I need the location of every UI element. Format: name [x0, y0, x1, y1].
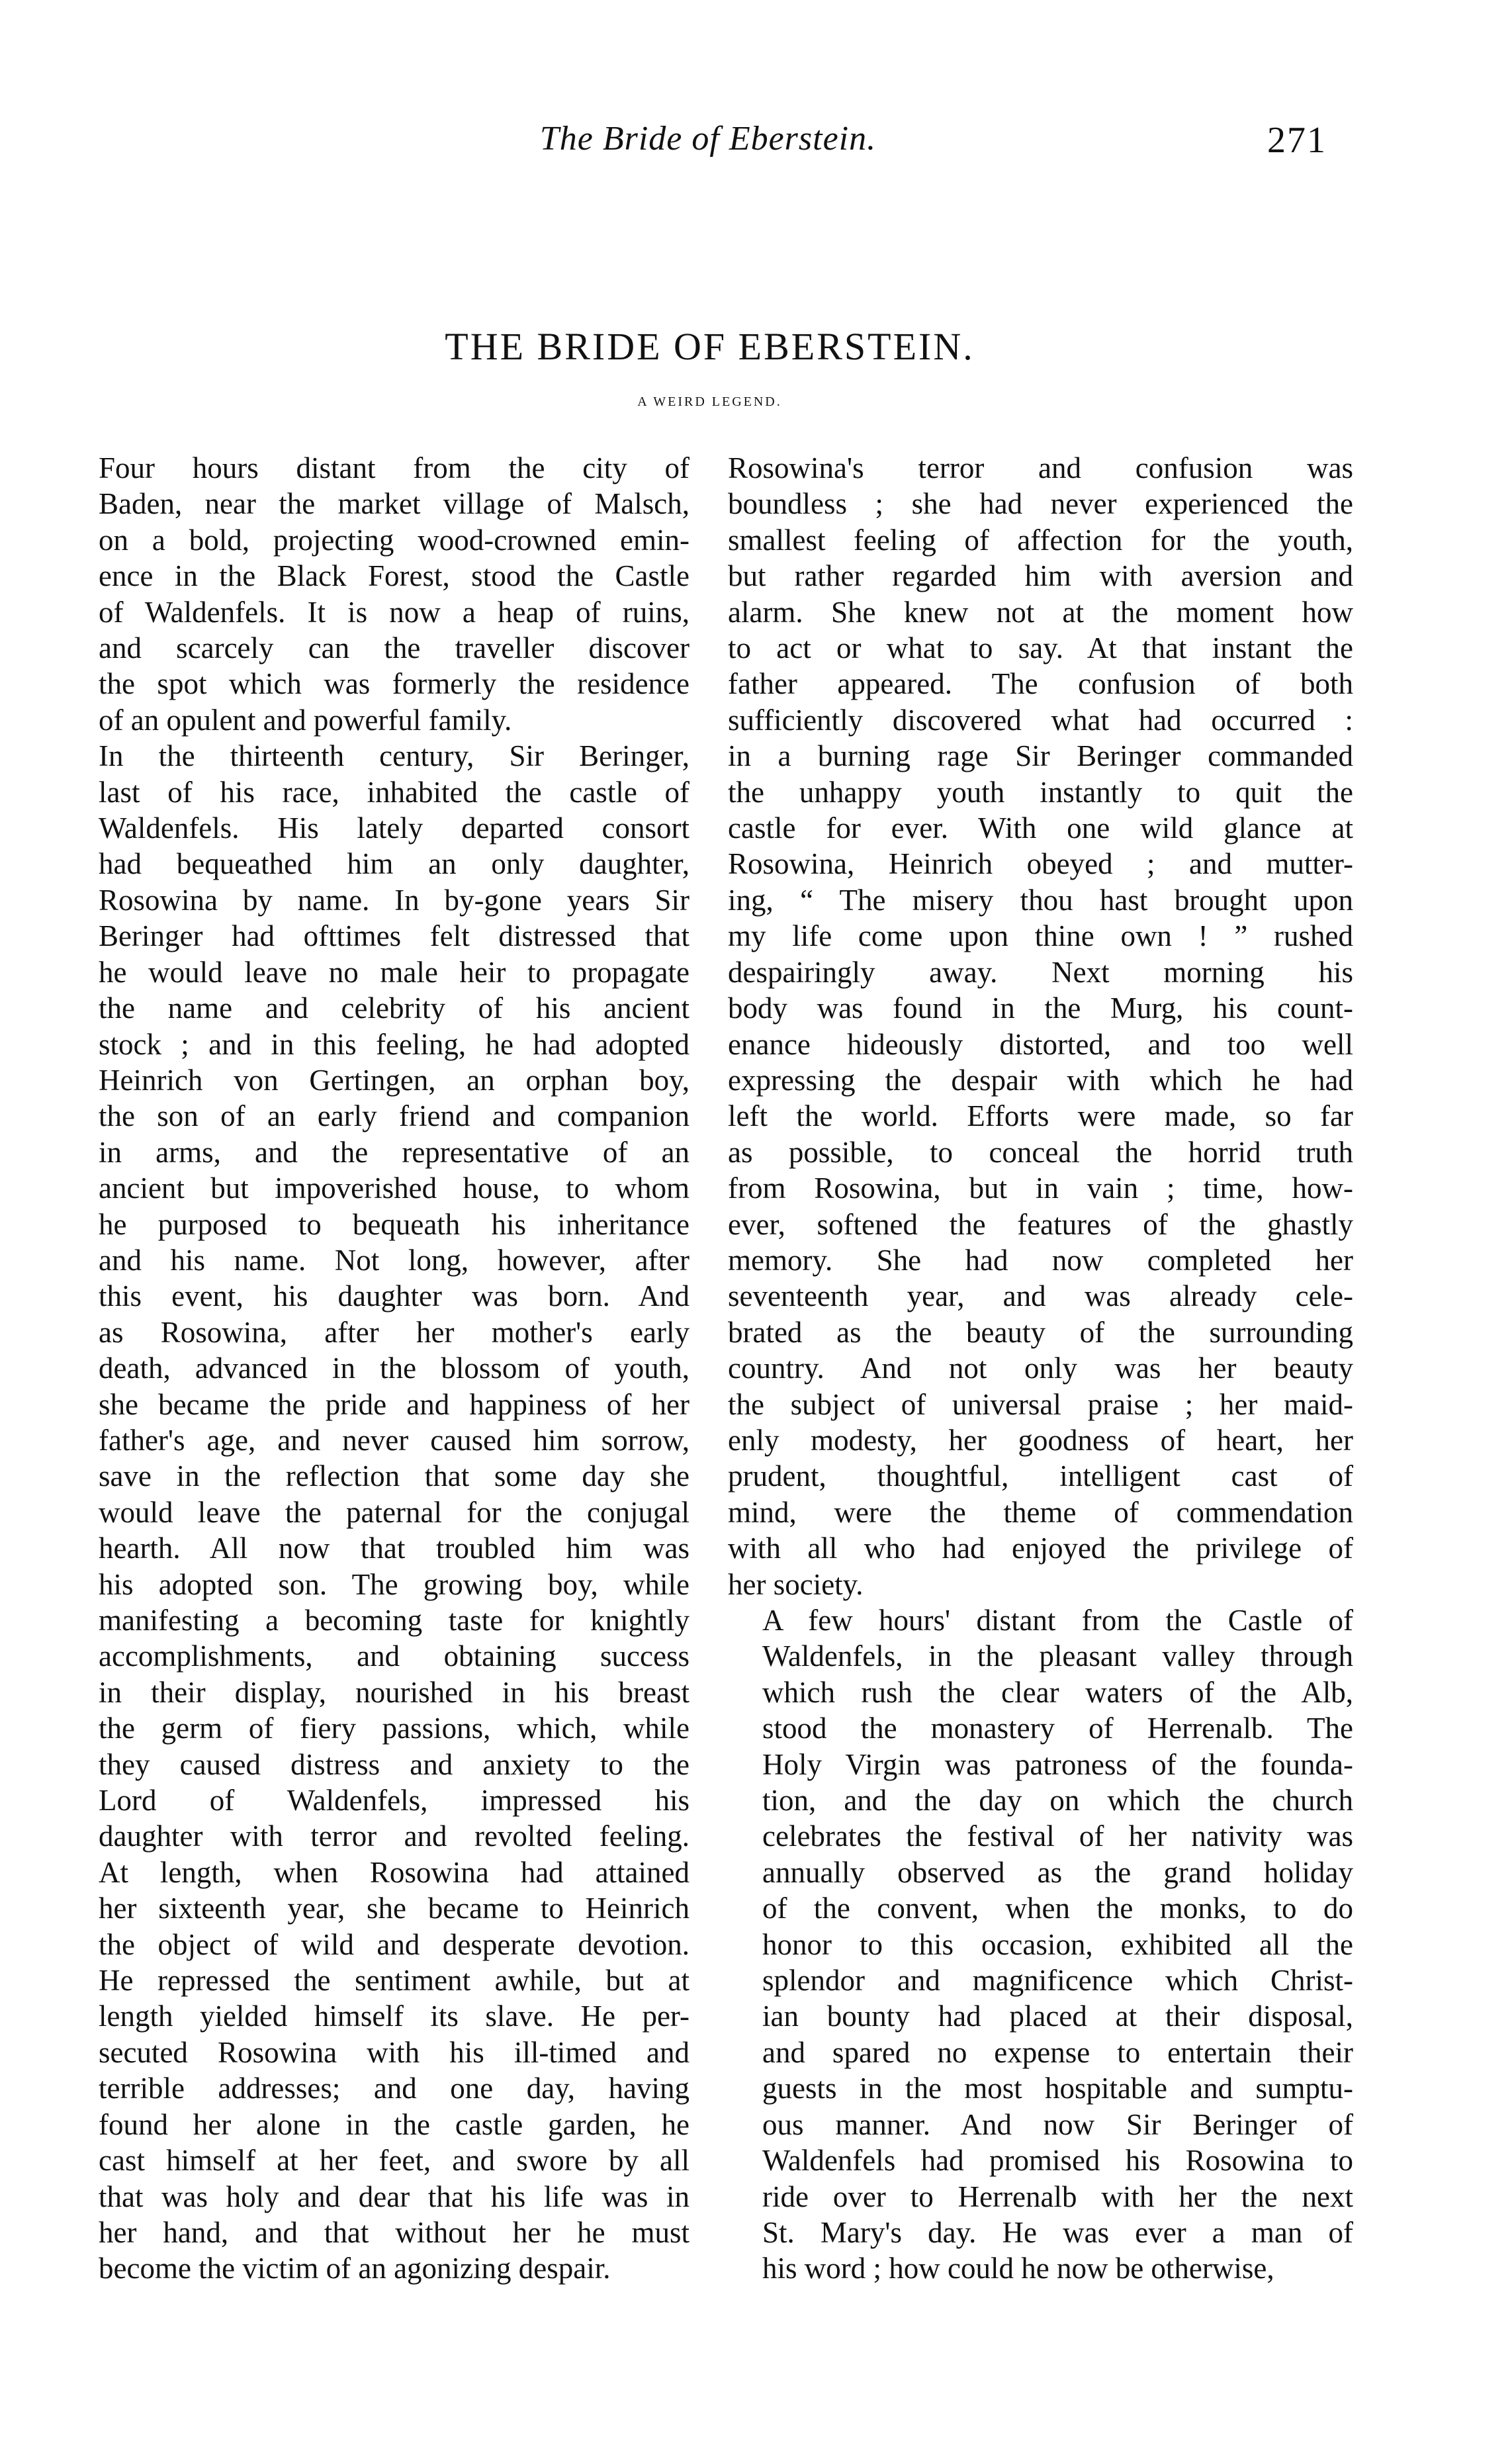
text-line: Beringer had ofttimes felt distressed that [99, 919, 689, 953]
text-line: the unhappy youth instantly to quit the [728, 775, 1353, 809]
text-line: of an opulent and powerful family. [99, 703, 512, 737]
paragraph [64, 738, 689, 2286]
text-line: in their display, nourished in his breast [99, 1675, 689, 1709]
page-number: 271 [1267, 120, 1327, 161]
text-line: last of his race, inhabited the castle of [99, 775, 689, 809]
text-line: accomplishments, and obtaining success [99, 1639, 689, 1673]
left-column [64, 450, 689, 2287]
text-line: become the victim of an agonizing despair. [99, 2252, 611, 2285]
text-line: splendor and magnificence which Christ- [762, 1964, 1353, 1998]
text-line: secuted Rosowina with his ill-timed and [99, 2035, 689, 2069]
paragraph [728, 1602, 1353, 2287]
text-line: and his name. Not long, however, after [99, 1243, 689, 1277]
text-line: save in the reflection that some day she [99, 1459, 689, 1493]
text-line: on a bold, projecting wood-crowned emin- [99, 523, 689, 557]
text-line: in a burning rage Sir Beringer commanded [728, 739, 1353, 773]
running-title: The Bride of Eberstein. [539, 120, 877, 158]
text-line: ing, “ The misery thou hast brought upon [728, 883, 1353, 917]
text-line: had bequeathed him an only daughter, [99, 847, 689, 881]
text-line: Four hours distant from the city of [99, 451, 689, 484]
text-line: Waldenfels had promised his Rosowina to [762, 2144, 1353, 2178]
text-line: Lord of Waldenfels, impressed his [99, 1784, 689, 1818]
text-line: manifesting a becoming taste for knightly [99, 1604, 689, 1637]
text-line: mind, were the theme of commendation [728, 1495, 1353, 1529]
text-line: would leave the paternal for the conjugal [99, 1495, 689, 1529]
text-line: and spared no expense to entertain their [762, 2035, 1353, 2069]
text-line: In the thirteenth century, Sir Beringer, [99, 739, 689, 773]
text-line: the son of an early friend and companion [99, 1099, 689, 1133]
text-line: enly modesty, her goodness of heart, her [728, 1423, 1353, 1457]
text-line: despairingly away. Next morning his [728, 955, 1353, 989]
text-line: but rather regarded him with aversion and [728, 559, 1353, 593]
text-line: her hand, and that without her he must [99, 2215, 689, 2249]
text-line: that was holy and dear that his life was in [99, 2180, 689, 2213]
text-line: brated as the beauty of the surrounding [728, 1315, 1353, 1349]
text-line: Baden, near the market village of Malsch, [99, 487, 689, 521]
text-line: He repressed the sentiment awhile, but at [99, 1964, 689, 1998]
text-line: Rosowina, Heinrich obeyed ; and mutter- [728, 847, 1353, 881]
paragraph [64, 450, 689, 738]
text-line: stood the monastery of Herrenalb. The [762, 1712, 1353, 1745]
text-line: alarm. She knew not at the moment how [728, 595, 1353, 629]
text-line: left the world. Efforts were made, so far [728, 1099, 1353, 1133]
text-line: length yielded himself its slave. He per- [99, 2000, 689, 2033]
text-line: found her alone in the castle garden, he [99, 2107, 689, 2141]
text-line: Waldenfels. His lately departed consort [99, 811, 689, 845]
text-line: prudent, thoughtful, intelligent cast of [728, 1459, 1353, 1493]
text-line: his adopted son. The growing boy, while [99, 1567, 689, 1601]
text-line: with all who had enjoyed the privilege of [728, 1532, 1353, 1565]
article-subtitle: A WEIRD LEGEND. [637, 394, 782, 409]
text-line: in arms, and the representative of an [99, 1135, 689, 1169]
right-column [728, 450, 1353, 2287]
text-line: sufficiently discovered what had occurred : [728, 703, 1353, 737]
text-line: Waldenfels, in the pleasant valley through [762, 1639, 1353, 1673]
article-title: THE BRIDE OF EBERSTEIN. [445, 325, 975, 368]
text-line: as possible, to conceal the horrid truth [728, 1135, 1353, 1169]
text-line: Heinrich von Gertingen, an orphan boy, [99, 1063, 689, 1097]
text-line: the germ of fiery passions, which, while [99, 1712, 689, 1745]
text-line: which rush the clear waters of the Alb, [762, 1675, 1353, 1709]
text-line: St. Mary's day. He was ever a man of [762, 2215, 1353, 2249]
text-line: they caused distress and anxiety to the [99, 1747, 689, 1781]
text-line: cast himself at her feet, and swore by all [99, 2144, 689, 2178]
text-line: tion, and the day on which the church [762, 1784, 1353, 1818]
text-line: the name and celebrity of his ancient [99, 991, 689, 1025]
text-line: the subject of universal praise ; her maid- [728, 1387, 1353, 1421]
text-line: the spot which was formerly the residence [99, 667, 689, 701]
text-line: enance hideously distorted, and too well [728, 1027, 1353, 1061]
text-line: and scarcely can the traveller discover [99, 631, 689, 665]
text-line: smallest feeling of affection for the youth, [728, 523, 1353, 557]
text-line: my life come upon thine own ! ” rushed [728, 919, 1353, 953]
text-line: she became the pride and happiness of her [99, 1387, 689, 1421]
text-line: Rosowina's terror and confusion was [728, 451, 1353, 484]
text-line: honor to this occasion, exhibited all the [762, 1927, 1353, 1961]
paragraph [728, 450, 1353, 1602]
text-line: ride over to Herrenalb with her the next [762, 2180, 1353, 2213]
text-line: country. And not only was her beauty [728, 1352, 1353, 1385]
text-line: hearth. All now that troubled him was [99, 1532, 689, 1565]
text-line: terrible addresses; and one day, having [99, 2072, 689, 2105]
text-line: of the convent, when the monks, to do [762, 1892, 1353, 1925]
text-line: A few hours' distant from the Castle of [762, 1604, 1353, 1637]
text-line: castle for ever. With one wild glance at [728, 811, 1353, 845]
text-line: father's age, and never caused him sorrow, [99, 1423, 689, 1457]
text-line: stock ; and in this feeling, he had adopted [99, 1027, 689, 1061]
text-line: celebrates the festival of her nativity was [762, 1819, 1353, 1853]
text-line: her sixteenth year, she became to Heinrich [99, 1892, 689, 1925]
text-line: to act or what to say. At that instant the [728, 631, 1353, 665]
text-line: ancient but impoverished house, to whom [99, 1172, 689, 1205]
text-line: he purposed to bequeath his inheritance [99, 1207, 689, 1241]
text-line: from Rosowina, but in vain ; time, how- [728, 1172, 1353, 1205]
text-line: the object of wild and desperate devotion. [99, 1927, 689, 1961]
text-line: ence in the Black Forest, stood the Castle [99, 559, 689, 593]
text-line: memory. She had now completed her [728, 1243, 1353, 1277]
text-line: ian bounty had placed at their disposal, [762, 2000, 1353, 2033]
text-line: he would leave no male heir to propagate [99, 955, 689, 989]
text-line: death, advanced in the blossom of youth, [99, 1352, 689, 1385]
text-line: boundless ; she had never experienced the [728, 487, 1353, 521]
text-line: father appeared. The confusion of both [728, 667, 1353, 701]
text-line: ever, softened the features of the ghastly [728, 1207, 1353, 1241]
text-line: body was found in the Murg, his count- [728, 991, 1353, 1025]
text-line: At length, when Rosowina had attained [99, 1855, 689, 1889]
text-line: guests in the most hospitable and sumptu- [762, 2072, 1353, 2105]
text-line: expressing the despair with which he had [728, 1063, 1353, 1097]
text-line: Rosowina by name. In by-gone years Sir [99, 883, 689, 917]
text-line: her society. [728, 1567, 864, 1601]
text-line: ous manner. And now Sir Beringer of [762, 2107, 1353, 2141]
text-line: this event, his daughter was born. And [99, 1279, 689, 1313]
running-head [0, 119, 1512, 165]
text-line: annually observed as the grand holiday [762, 1855, 1353, 1889]
text-line: Holy Virgin was patroness of the founda- [762, 1747, 1353, 1781]
text-line: of Waldenfels. It is now a heap of ruins, [99, 595, 689, 629]
text-line: seventeenth year, and was already cele- [728, 1279, 1353, 1313]
text-line: his word ; how could he now be otherwise, [762, 2252, 1274, 2285]
text-line: as Rosowina, after her mother's early [99, 1315, 689, 1349]
text-line: daughter with terror and revolted feeling. [99, 1819, 689, 1853]
